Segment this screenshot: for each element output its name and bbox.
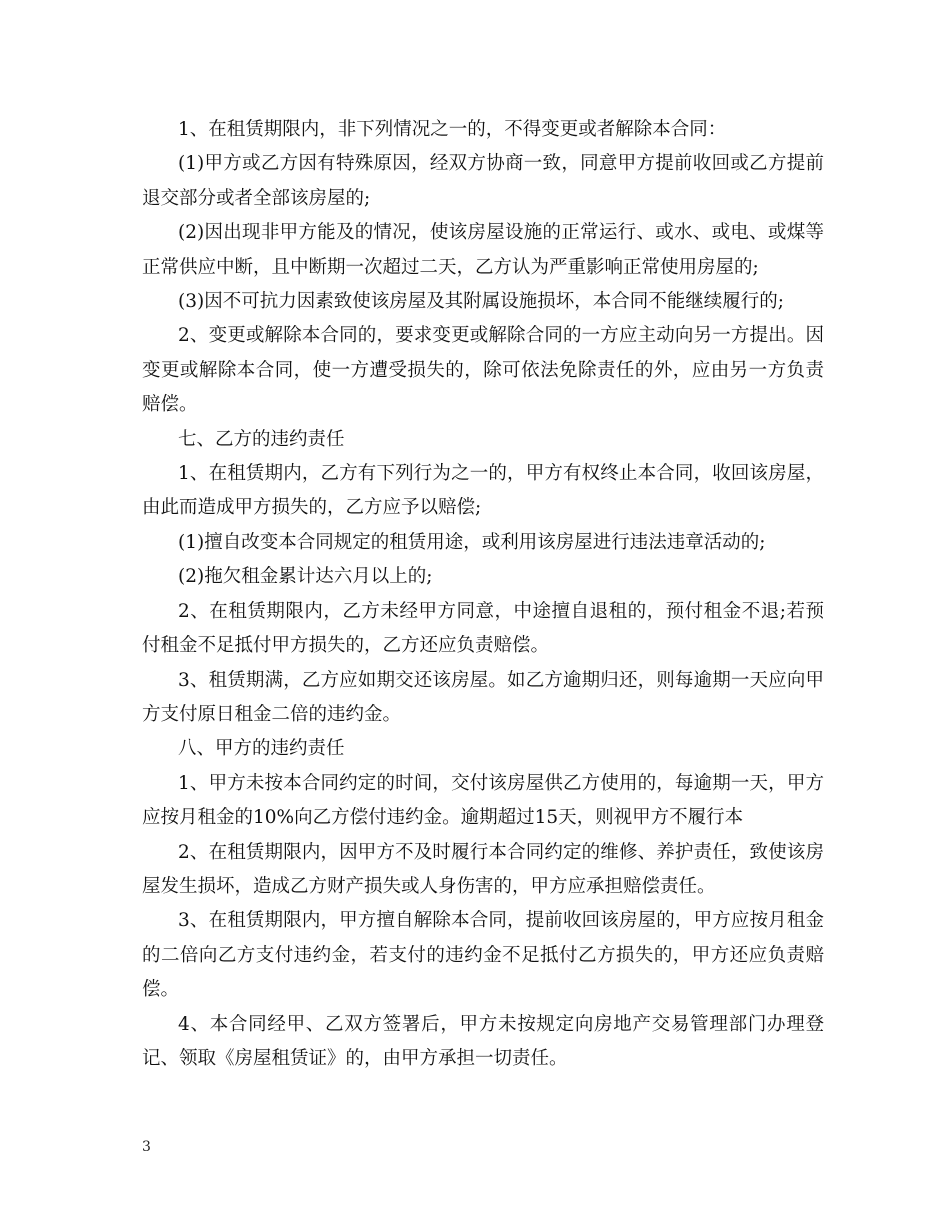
paragraph-landlord-clause-4: 4、本合同经甲、乙双方签署后，甲方未按规定向房地产交易管理部门办理登记、领取《房屋租赁证》的，由甲方承担一切责任。: [142, 1013, 824, 1069]
paragraph-tenant-clause-1-item-1: (1)擅自改变本合同规定的租赁用途，或利用该房屋进行违法违章活动的;: [178, 531, 766, 553]
paragraph-clause-2: 2、变更或解除本合同的，要求变更或解除合同的一方应主动向另一方提出。因变更或解除本合同，使一方遭受损失的，除可依法免除责任的外，应由另一方负责赔偿。: [142, 325, 824, 416]
paragraph-landlord-clause-2: 2、在租赁期限内，因甲方不及时履行本合同约定的维修、养护责任，致使该房屋发生损坏，造成乙方财产损失或人身伤害的，甲方应承担赔偿责任。: [142, 841, 824, 897]
paragraph-tenant-clause-1: 1、在租赁期内，乙方有下列行为之一的，甲方有权终止本合同，收回该房屋，由此而造成甲方损失的，乙方应予以赔偿;: [142, 463, 824, 519]
paragraph-landlord-clause-1: 1、甲方未按本合同约定的时间，交付该房屋供乙方使用的，每逾期一天，甲方应按月租金的10%向乙方偿付违约金。逾期超过15天，则视甲方不履行本: [142, 772, 824, 829]
paragraph-tenant-clause-2: 2、在租赁期限内，乙方未经甲方同意，中途擅自退租的，预付租金不退;若预付租金不足抵付甲方损失的，乙方还应负责赔偿。: [142, 600, 824, 657]
document-body: [142, 113, 824, 1076]
paragraph-tenant-clause-3: 3、租赁期满，乙方应如期交还该房屋。如乙方逾期归还，则每逾期一天应向甲方支付原日租金二倍的违约金。: [142, 669, 824, 725]
page-number: 3: [142, 1139, 151, 1155]
paragraph-landlord-clause-3: 3、在租赁期限内，甲方擅自解除本合同，提前收回该房屋的，甲方应按月租金的二倍向乙方支付违约金，若支付的违约金不足抵付乙方损失的，甲方还应负责赔偿。: [142, 910, 824, 1001]
paragraph-clause-1-item-1: (1)甲方或乙方因有特殊原因，经双方协商一致，同意甲方提前收回或乙方提前退交部分或者全部该房屋的;: [142, 153, 824, 209]
paragraph-clause-1: 1、在租赁期限内，非下列情况之一的，不得变更或者解除本合同：: [178, 119, 727, 140]
paragraph-clause-1-item-2: (2)因出现非甲方能及的情况，使该房屋设施的正常运行、或水、或电、或煤等正常供应中断，且中断期一次超过二天，乙方认为严重影响正常使用房屋的;: [142, 222, 824, 278]
paragraph-clause-1-item-3: (3)因不可抗力因素致使该房屋及其附属设施损坏，本合同不能继续履行的;: [178, 291, 784, 313]
section-heading-landlord-liability: 八、甲方的违约责任: [178, 738, 345, 760]
section-heading-tenant-liability: 七、乙方的违约责任: [178, 428, 345, 450]
paragraph-tenant-clause-1-item-2: (2)拖欠租金累计达六月以上的;: [178, 566, 433, 588]
